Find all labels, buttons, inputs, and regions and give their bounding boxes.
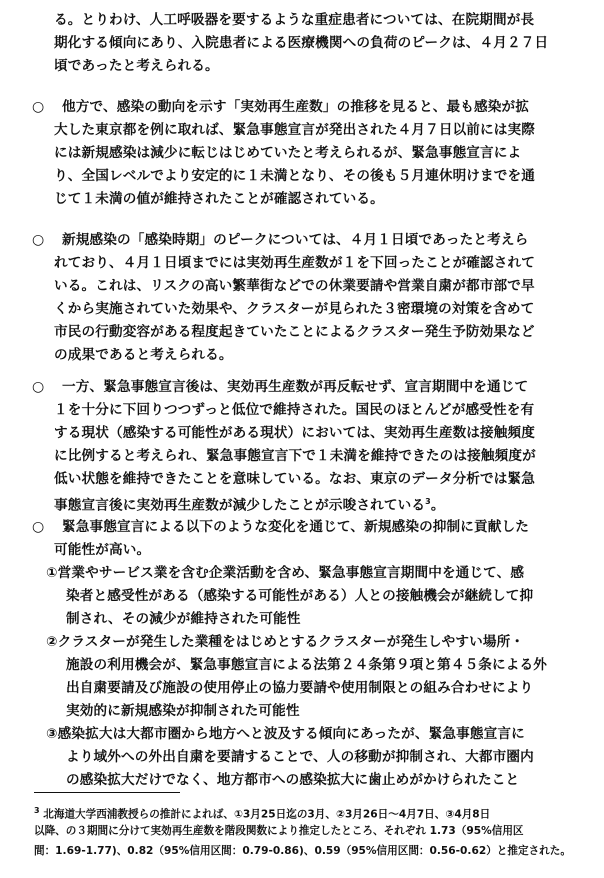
paragraph-line: り、全国レベルでより安定的に１未満となり、その後も５月連休明けまでを通 <box>54 168 536 184</box>
paragraph-line: 大した東京都を例に取れば、緊急事態宣言が発出された４月７日以前には実際 <box>54 122 536 138</box>
paragraph-line: 新規感染の「感染時期」のピークについては、４月１日頃であったと考えら <box>62 232 529 248</box>
bullet-icon: ○ <box>32 232 45 248</box>
bullet-icon: ○ <box>32 379 45 395</box>
numbered-item-line: ②クラスターが発生した業種をはじめとするクラスターが発生しやすい場所・ <box>46 634 525 650</box>
intro-line: 期化する傾向にあり、入院患者による医療機関への負荷のピークは、４月２７日 <box>54 35 549 51</box>
footnote-separator <box>34 792 180 793</box>
numbered-item-line: 施設の利用機会が、緊急事態宣言による法第２４条第９項と第４５条による外 <box>66 657 548 673</box>
paragraph-line <box>54 493 445 515</box>
sentence-end: 。 <box>430 497 445 514</box>
paragraph-line: の成果であると考えられる。 <box>54 347 233 363</box>
paragraph-line: 緊急事態宣言による以下のような変化を通じて、新規感染の抑制に貢献した <box>62 519 530 535</box>
footnote-line: 以降、の３期間に分けて実効再生産数を階段関数により推定したところ、それぞれ 1.73（95%信用区 <box>34 825 524 837</box>
numbered-item-line: ①営業やサービス業を含む企業活動を含め、緊急事態宣言期間中を通じて、感 <box>46 565 525 581</box>
paragraph-line: 一方、緊急事態宣言後は、実効再生産数が再反転せず、宣言期間中を通じて <box>62 379 529 395</box>
paragraph-line: じて１未満の値が維持されたことが確認されている。 <box>54 191 384 207</box>
bullet-icon: ○ <box>32 519 45 535</box>
paragraph-line: に比例すると考えられ、緊急事態宣言下で１未満を維持できたのは接触頻度が <box>54 448 536 464</box>
footnote-line <box>34 804 490 822</box>
numbered-item-line: 染者と感受性がある（感染する可能性がある）人との接触機会が継続して抑 <box>66 588 534 604</box>
paragraph-line: 可能性が高い。 <box>54 542 151 558</box>
footnote-reference: 3 <box>425 497 431 506</box>
intro-line: る。とりわけ、人工呼吸器を要するような重症患者については、在院期間が長 <box>54 12 535 28</box>
bullet-icon: ○ <box>32 99 45 115</box>
paragraph-text: 事態宣言後に実効再生産数が減少したことが示唆されている <box>54 497 426 514</box>
footnote-text: 北海道大学西浦教授らの推計によれば、①3月25日迄の3月、②3月26日～4月7日、③4月8日 <box>39 808 491 821</box>
paragraph-line: 低い状態を維持できたことを意味している。なお、東京のデータ分析では緊急 <box>54 471 536 487</box>
numbered-item-line: ③感染拡大は大都市圏から地方へと波及する傾向にあったが、緊急事態宣言に <box>46 726 525 742</box>
paragraph-line: には新規感染は減少に転じはじめていたと考えられるが、緊急事態宣言によ <box>54 145 522 161</box>
numbered-item-line: 出自粛要請及び施設の使用停止の協力要請や使用制限との組み合わせにより <box>66 680 534 696</box>
numbered-item-line: の感染拡大だけでなく、地方都市への感染拡大に歯止めがかけられたこと <box>66 772 520 788</box>
intro-line: 頃であったと考えられる。 <box>54 58 219 74</box>
numbered-item-line: 実効的に新規感染が抑制された可能性 <box>66 703 300 719</box>
paragraph-line: １を十分に下回りつつずっと低位で維持された。国民のほとんどが感受性を有 <box>54 402 535 418</box>
numbered-item-line: 制され、その減少が維持された可能性 <box>66 611 301 627</box>
paragraph-line: れており、４月１日頃までには実効再生産数が１を下回ったことが確認されて <box>54 255 536 271</box>
numbered-item-line: より域外への外出自粛を要請することで、人の移動が抑制され、大都市圏内 <box>66 749 534 765</box>
footnote-line: 間：1.69-1.77)、0.82（95%信用区間：0.79-0.86)、0.59（95%信用区間：0.56-0.62）と推定された。 <box>34 845 571 857</box>
paragraph-line: 他方で、感染の動向を示す「実効再生産数」の推移を見ると、最も感染が拡 <box>62 99 530 115</box>
paragraph-line: する現状（感染する可能性がある現状）においては、実効再生産数は接触頻度 <box>54 425 536 441</box>
paragraph-line: くから実施されていた効果や、クラスターが見られた３密環境の対策を含めて <box>54 301 535 317</box>
paragraph-line: いる。これは、リスクの高い繁華街などでの休業要請や営業自粛が都市部で早 <box>54 278 535 294</box>
paragraph-line: 市民の行動変容がある程度起きていたことによるクラスター発生予防効果など <box>54 324 535 340</box>
footnote-number: 3 <box>34 806 40 815</box>
